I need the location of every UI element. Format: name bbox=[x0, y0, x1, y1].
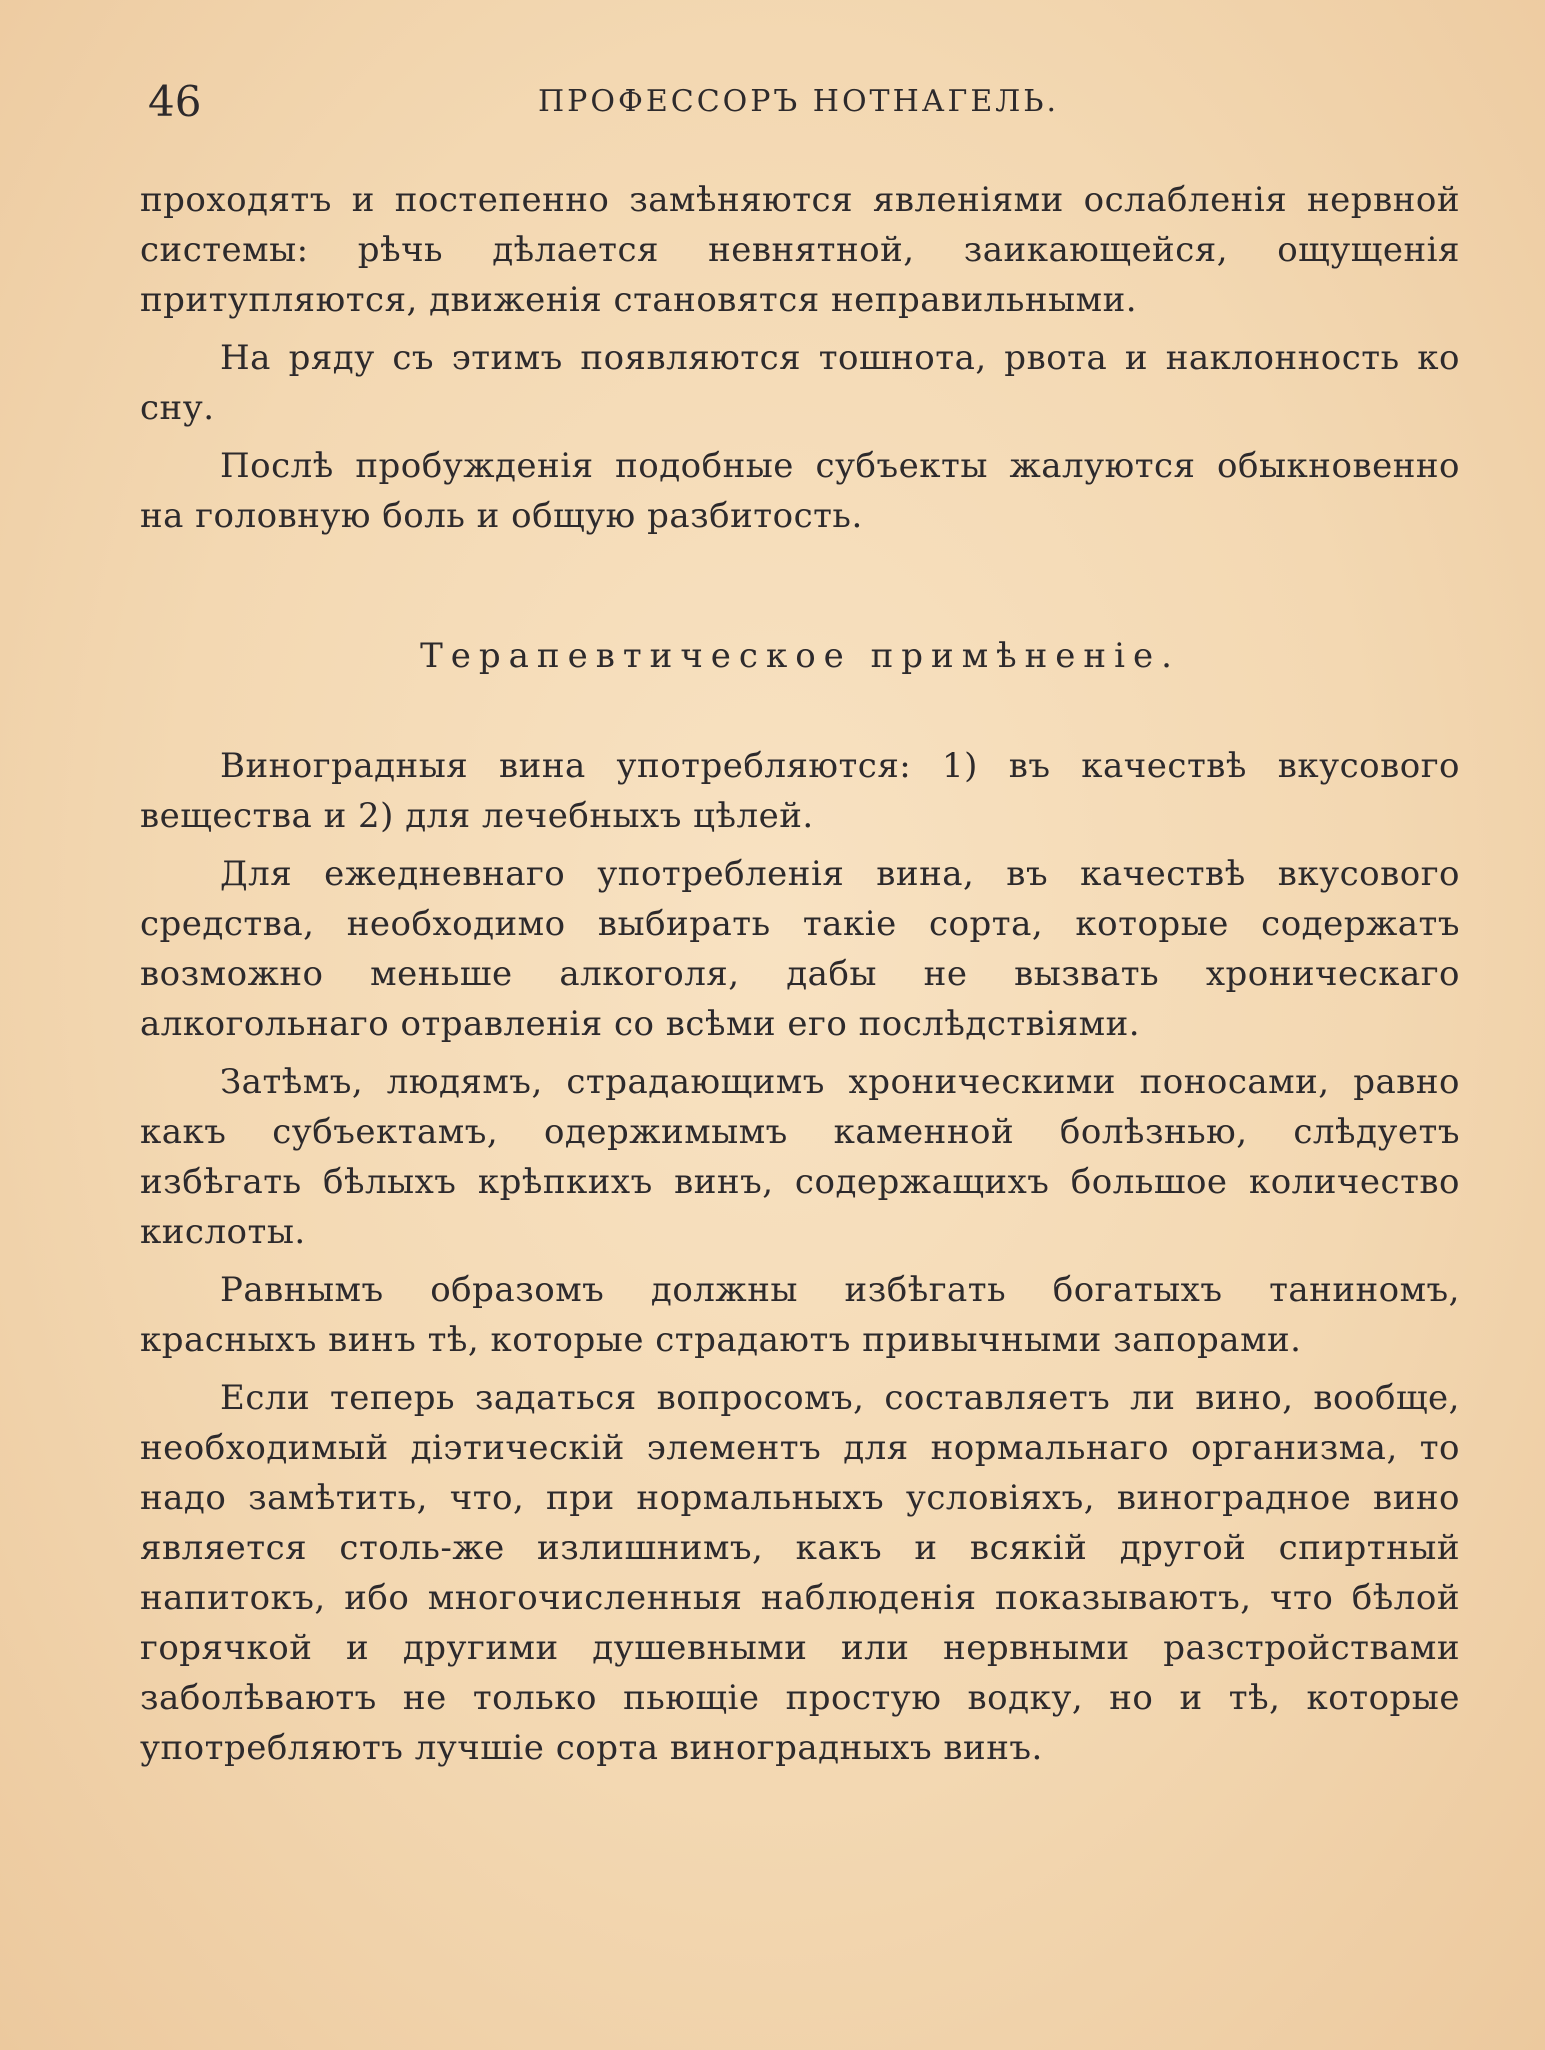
section-title: Терапевтическое примѣненіе. bbox=[420, 636, 1180, 676]
page-number: 46 bbox=[148, 77, 202, 126]
paragraph-continuation: проходятъ и постепенно замѣняются явленіями ослабленія нервной системы: рѣчь дѣлается невнятной, заикающейся, ощущенія притупляются, движенія становятся неправильными. bbox=[140, 180, 1460, 320]
page-header bbox=[148, 72, 1458, 132]
paragraph: Если теперь задаться вопросомъ, составляетъ ли вино, вообще, необходимый діэтическій элементъ для нормальнаго организма, то надо замѣтить, что, при нормальныхъ условіяхъ, виноградное вино является столь-же излишнимъ, какъ и всякій другой спиртный напитокъ, ибо многочисленныя наблюденія показываютъ, что бѣлой горячкой и другими душевными или нервными разстройствами заболѣваютъ не только пьющіе простую водку, но и тѣ, которые употребляютъ лучшіе сорта виноградныхъ винъ. bbox=[140, 1378, 1460, 1768]
paragraph: Для ежедневнаго употребленія вина, въ качествѣ вкусового средства, необходимо выбирать такіе сорта, которые содержатъ возможно меньше алкоголя, дабы не вызвать хроническаго алкогольнаго отравленія со всѣми его послѣдствіями. bbox=[140, 854, 1460, 1044]
paragraph: Затѣмъ, людямъ, страдающимъ хроническими поносами, равно какъ субъектамъ, одержимымъ каменной болѣзнью, слѣдуетъ избѣгать бѣлыхъ крѣпкихъ винъ, содержащихъ большое количество кислоты. bbox=[140, 1062, 1460, 1252]
paragraph: Равнымъ образомъ должны избѣгать богатыхъ таниномъ, красныхъ винъ тѣ, которые страдаютъ привычными запорами. bbox=[140, 1270, 1460, 1360]
running-head: ПРОФЕССОРЪ НОТНАГЕЛЬ. bbox=[538, 84, 1059, 119]
paragraph: На ряду съ этимъ появляются тошнота, рвота и наклонность ко сну. bbox=[140, 338, 1460, 428]
page-body bbox=[140, 175, 1460, 1781]
paragraph: Послѣ пробужденія подобные субъекты жалуются обыкновенно на головную боль и общую разбитость. bbox=[140, 446, 1460, 536]
paragraph: Виноградныя вина употребляются: 1) въ качествѣ вкусового вещества и 2) для лечебныхъ цѣлей. bbox=[140, 746, 1460, 836]
